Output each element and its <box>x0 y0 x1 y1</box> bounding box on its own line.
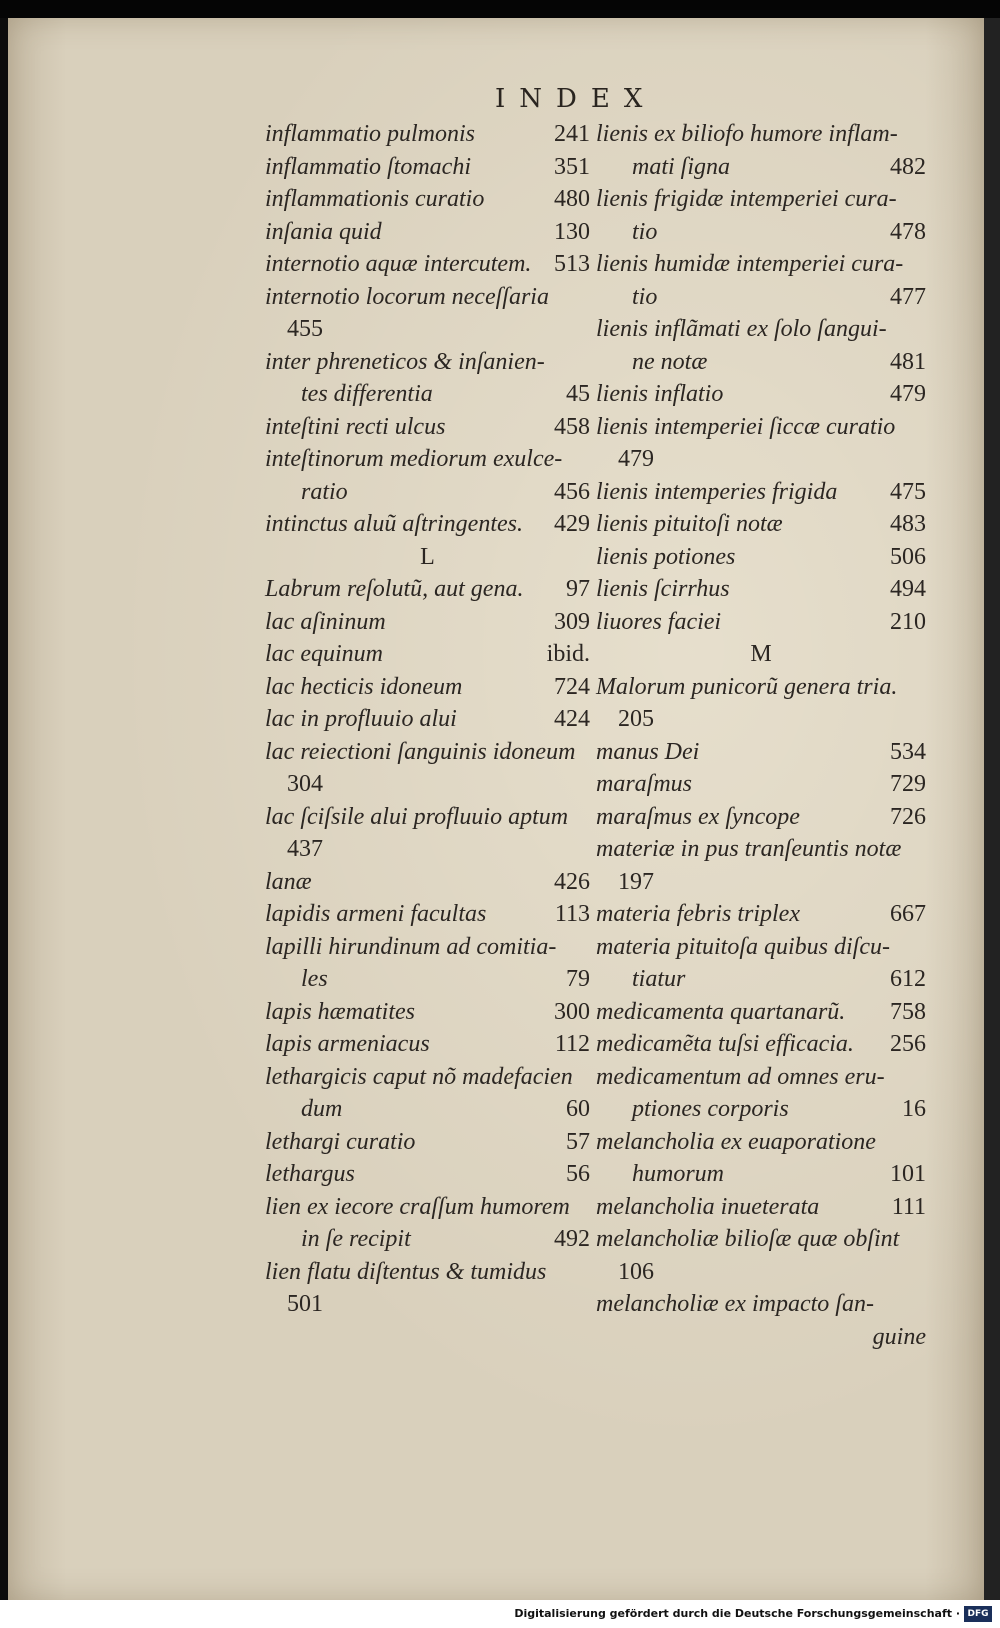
index-entry <box>265 638 590 671</box>
index-entry-text: inter phreneticos & inſanien- <box>265 348 545 375</box>
entry-page-number: 101 <box>890 1161 926 1187</box>
entry-page-number: 534 <box>890 738 926 765</box>
entry-page-number: 481 <box>890 348 926 375</box>
entry-term: inflammatio ſtomachi <box>265 153 471 180</box>
entry-term: intinctus aluũ aſtringentes. <box>265 511 523 537</box>
entry-page-number: 112 <box>554 1031 590 1057</box>
dfg-logo: DFG <box>964 1606 992 1622</box>
index-entry <box>265 573 590 606</box>
index-entry-continuation: guine <box>872 1323 926 1350</box>
entry-page-number: 455 <box>287 316 323 342</box>
index-entry <box>265 216 590 249</box>
index-entry <box>596 768 926 801</box>
index-entry <box>596 508 926 541</box>
index-entry <box>596 1158 926 1191</box>
index-entry <box>596 1191 926 1224</box>
index-entry <box>596 736 926 769</box>
entry-page-number: 130 <box>554 218 590 245</box>
index-entry-text: materia pituitoſa quibus diſcu- <box>596 933 890 960</box>
entry-page-number: 60 <box>566 1096 590 1122</box>
entry-term: lienis inflatio <box>596 381 724 407</box>
entry-page-number: 456 <box>554 478 590 505</box>
entry-page-number: 667 <box>890 901 926 927</box>
entry-term: materia febris triplex <box>596 901 800 927</box>
index-column-left <box>265 118 590 1321</box>
entry-page-number: 475 <box>890 478 926 505</box>
entry-term: lapis hæmatites <box>265 998 416 1025</box>
index-entry-text: melancholiæ bilioſæ quæ obſint <box>596 1226 900 1252</box>
index-entry <box>265 898 590 931</box>
entry-page-number: 309 <box>554 608 590 635</box>
index-entry <box>265 411 590 444</box>
entry-page-number: 494 <box>890 576 926 602</box>
index-entry <box>265 508 590 541</box>
index-entry-text: internotio locorum neceſſaria <box>265 283 549 310</box>
entry-page-number: 106 <box>618 1258 654 1285</box>
entry-term: lanæ <box>265 868 312 895</box>
entry-page-number: 506 <box>890 543 926 570</box>
entry-page-number: 429 <box>554 511 590 537</box>
index-entry-text: melancholia ex euaporatione <box>596 1128 876 1155</box>
entry-page-number: 501 <box>287 1291 323 1317</box>
entry-page-number: 479 <box>618 446 654 472</box>
entry-term: manus Dei <box>596 738 700 765</box>
entry-term: tio <box>632 283 658 310</box>
index-entry <box>596 573 926 606</box>
index-entry-text: lienis frigidæ intemperiei cura- <box>596 186 897 212</box>
entry-term: lienis potiones <box>596 543 736 570</box>
entry-page-number: ibid. <box>546 641 590 667</box>
index-entry-text: lac reiectioni ſanguinis idoneum <box>265 738 576 765</box>
index-entry-text: medicamentum ad omnes eru- <box>596 1063 885 1090</box>
entry-term: dum <box>301 1096 343 1122</box>
page-edge <box>984 18 1000 1600</box>
index-entry <box>596 346 926 379</box>
entry-term: ne notæ <box>632 348 708 375</box>
page-heading: INDEX <box>495 84 657 114</box>
entry-page-number: 256 <box>890 1031 926 1057</box>
index-entry <box>265 963 590 996</box>
index-entry <box>265 476 590 509</box>
index-entry <box>596 996 926 1029</box>
index-entry-text: materiæ in pus tranſeuntis notæ <box>596 836 902 862</box>
entry-page-number: 45 <box>566 381 590 407</box>
entry-term: lac equinum <box>265 641 383 667</box>
entry-page-number: 513 <box>554 251 590 277</box>
entry-term: lethargus <box>265 1161 355 1187</box>
entry-page-number: 492 <box>554 1226 590 1252</box>
entry-term: inflammationis curatio <box>265 186 485 212</box>
entry-term: lienis ſcirrhus <box>596 576 730 602</box>
index-entry-text: lac ſciſsile alui profluuio aptum <box>265 803 569 830</box>
index-entry <box>596 476 926 509</box>
entry-page-number: 197 <box>618 868 654 895</box>
entry-page-number: 480 <box>554 186 590 212</box>
entry-term: lapis armeniacus <box>265 1031 430 1057</box>
entry-page-number: 729 <box>890 771 926 797</box>
index-entry <box>265 1223 590 1256</box>
entry-term: maraſmus ex ſyncope <box>596 803 800 830</box>
index-entry <box>265 703 590 736</box>
entry-term: lethargi curatio <box>265 1128 416 1155</box>
index-entry-text: lienis intemperiei ſiccæ curatio <box>596 413 896 440</box>
entry-page-number: 300 <box>554 998 590 1025</box>
entry-page-number: 79 <box>566 966 590 992</box>
index-entry <box>265 118 590 151</box>
entry-term: internotio aquæ intercutem. <box>265 251 532 277</box>
entry-term: tes differentia <box>301 381 433 407</box>
index-entry <box>596 1028 926 1061</box>
index-entry <box>265 1126 590 1159</box>
entry-page-number: 612 <box>890 966 926 992</box>
index-entry <box>596 898 926 931</box>
entry-page-number: 726 <box>890 803 926 830</box>
index-entry <box>265 1158 590 1191</box>
index-entry <box>596 281 926 314</box>
entry-term: lienis pituitoſi notæ <box>596 511 783 537</box>
entry-term: tio <box>632 218 658 245</box>
index-entry-text: lien flatu diſtentus & tumidus <box>265 1258 547 1285</box>
index-entry-text: lienis inflãmati ex ſolo ſangui- <box>596 316 887 342</box>
entry-term: medicamenta quartanarũ. <box>596 998 846 1025</box>
index-column-right <box>596 118 926 1353</box>
entry-page-number: 426 <box>554 868 590 895</box>
entry-term: maraſmus <box>596 771 693 797</box>
entry-page-number: 758 <box>890 998 926 1025</box>
index-entry <box>596 541 926 574</box>
entry-page-number: 437 <box>287 836 323 862</box>
index-entry-text: inteſtinorum mediorum exulce- <box>265 446 563 472</box>
entry-term: inteſtini recti ulcus <box>265 413 446 440</box>
index-entry <box>265 183 590 216</box>
section-letter: M <box>750 641 772 667</box>
entry-page-number: 57 <box>566 1128 590 1155</box>
section-letter: L <box>420 543 435 570</box>
entry-page-number: 458 <box>554 413 590 440</box>
entry-page-number: 479 <box>890 381 926 407</box>
entry-page-number: 16 <box>902 1096 926 1122</box>
entry-page-number: 304 <box>287 771 323 797</box>
index-entry <box>265 248 590 281</box>
entry-term: lac hecticis idoneum <box>265 673 463 700</box>
entry-term: ptiones corporis <box>632 1096 789 1122</box>
index-entry <box>596 378 926 411</box>
index-entry <box>596 216 926 249</box>
entry-page-number: 56 <box>566 1161 590 1187</box>
entry-term: tiatur <box>632 966 686 992</box>
entry-term: liuores faciei <box>596 608 722 635</box>
index-entry <box>596 963 926 996</box>
entry-page-number: 205 <box>618 706 654 732</box>
index-entry <box>265 1093 590 1126</box>
index-entry-text: lethargicis caput nõ madefacien <box>265 1063 573 1090</box>
index-entry <box>265 866 590 899</box>
index-entry <box>265 671 590 704</box>
entry-page-number: 351 <box>554 153 590 180</box>
entry-term: ratio <box>301 478 348 505</box>
entry-term: mati ſigna <box>632 153 731 180</box>
index-entry-text: lapilli hirundinum ad comitia- <box>265 933 557 960</box>
index-entry-text: lienis humidæ intemperiei cura- <box>596 251 904 277</box>
entry-term: Labrum reſolutũ, aut gena. <box>265 576 524 602</box>
entry-term: inflammatio pulmonis <box>265 121 476 147</box>
entry-page-number: 724 <box>554 673 590 700</box>
entry-term: inſania quid <box>265 218 382 245</box>
entry-page-number: 477 <box>890 283 926 310</box>
index-entry <box>265 151 590 184</box>
entry-term: les <box>301 966 328 992</box>
footer-bar <box>0 1600 1000 1628</box>
entry-term: lienis intemperies frigida <box>596 478 838 505</box>
index-entry <box>596 801 926 834</box>
entry-page-number: 113 <box>554 901 590 927</box>
index-entry <box>265 996 590 1029</box>
index-entry <box>265 1028 590 1061</box>
index-entry-text: lien ex iecore craſſum humorem <box>265 1193 570 1220</box>
entry-term: lac in profluuio alui <box>265 706 457 732</box>
index-entry <box>265 378 590 411</box>
entry-page-number: 210 <box>890 608 926 635</box>
entry-term: lac aſininum <box>265 608 386 635</box>
entry-page-number: 241 <box>554 121 590 147</box>
entry-page-number: 478 <box>890 218 926 245</box>
index-entry <box>596 606 926 639</box>
index-entry-text: lienis ex biliofo humore inflam- <box>596 121 898 147</box>
entry-term: in ſe recipit <box>301 1226 411 1252</box>
footer-credit: Digitalisierung gefördert durch die Deutsche Forschungsgemeinschaft · <box>514 1607 960 1620</box>
index-entry-text: Malorum punicorũ genera tria. <box>596 673 898 700</box>
entry-page-number: 483 <box>890 511 926 537</box>
index-entry <box>596 151 926 184</box>
entry-page-number: 482 <box>890 153 926 180</box>
index-entry <box>596 1093 926 1126</box>
index-entry <box>265 606 590 639</box>
scan-border-top <box>0 0 1000 18</box>
entry-page-number: 111 <box>891 1193 926 1220</box>
entry-term: melancholia inueterata <box>596 1193 820 1220</box>
entry-page-number: 424 <box>554 706 590 732</box>
entry-term: humorum <box>632 1161 725 1187</box>
entry-term: lapidis armeni facultas <box>265 901 487 927</box>
entry-term: medicamẽta tuſsi efficacia. <box>596 1031 854 1057</box>
entry-page-number: 97 <box>566 576 590 602</box>
index-entry-text: melancholiæ ex impacto ſan- <box>596 1291 874 1317</box>
